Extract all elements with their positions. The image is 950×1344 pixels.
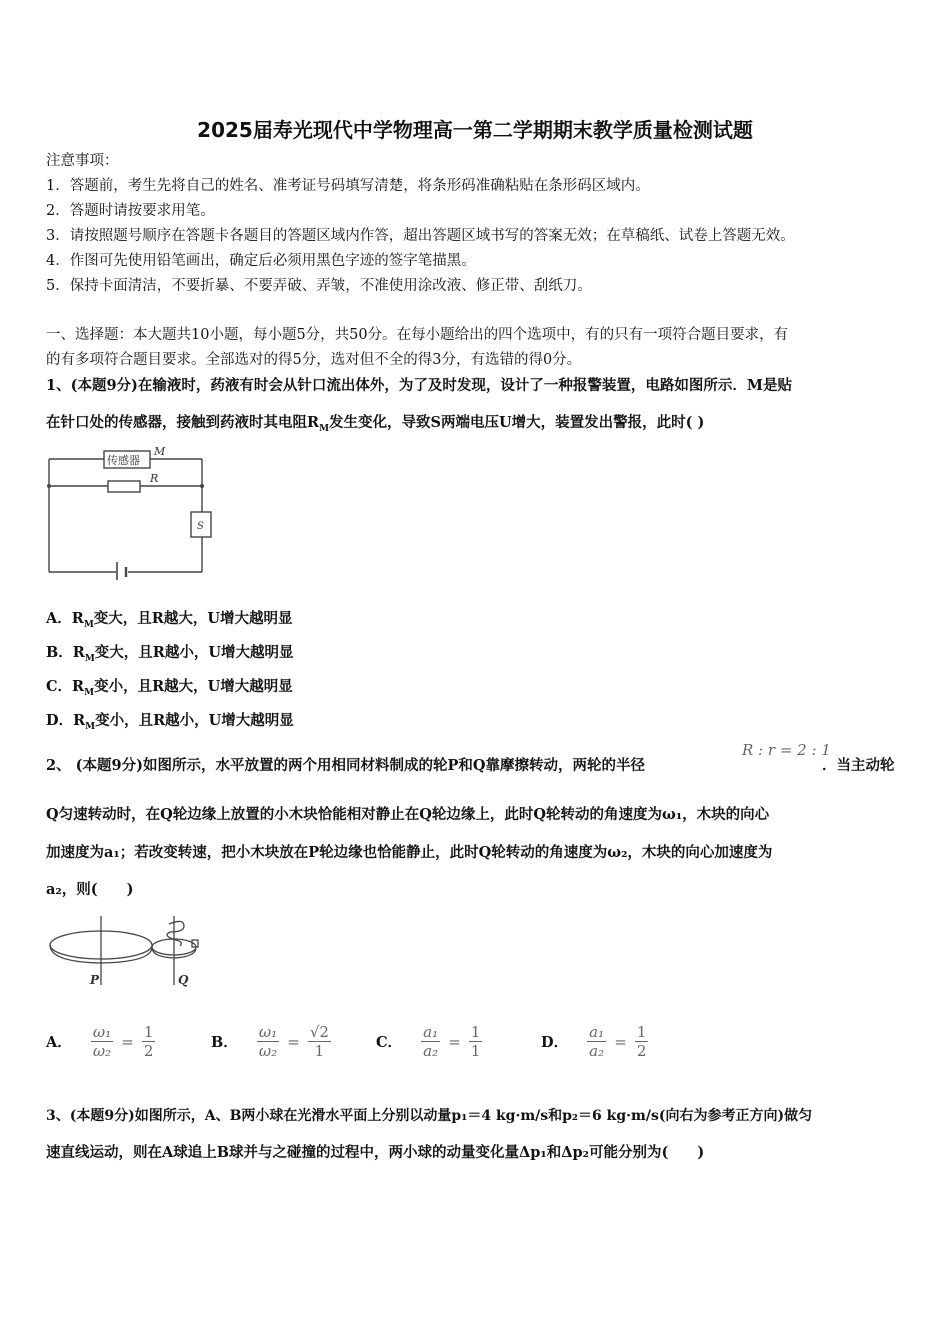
question-1-stem: 1、(本题9分)在输液时，药液有时会从针口流出体外，为了及时发现，设计了一种报警装置，电路如图所示．M是贴: [46, 377, 792, 394]
denominator: 1: [470, 1042, 481, 1060]
option-b[interactable]: [211, 1023, 331, 1060]
section-intro: 的有多项符合题目要求。全部选对的得5分，选对但不全的得3分，有选错的得0分。: [46, 352, 582, 368]
numerator: ω₁: [92, 1023, 112, 1041]
question-2-stem: ．当主动轮: [822, 757, 895, 774]
r-label: R: [150, 472, 159, 485]
ratio-formula: R : r = 2 : 1: [742, 741, 831, 759]
numerator: 1: [470, 1023, 481, 1041]
option-r: R: [72, 644, 85, 661]
equals-sign: =: [448, 1032, 461, 1051]
option-d[interactable]: [46, 709, 294, 732]
denominator: 2: [636, 1042, 647, 1060]
notice-item: 1．答题前，考生先将自己的姓名、准考证号码填写清楚，将条形码准确粘贴在条形码区域内。: [46, 178, 650, 194]
question-2-stem: Q匀速转动时，在Q轮边缘上放置的小木块恰能相对静止在Q轮边缘上，此时Q轮转动的角速度为ω₁，木块的向心: [46, 806, 770, 823]
p-label: P: [90, 973, 100, 987]
question-2-stem: a₂，则( ): [46, 881, 134, 898]
option-letter: A．: [46, 610, 72, 627]
option-sub: M: [84, 687, 95, 698]
notice-item: 2．答题时请按要求用笔。: [46, 203, 215, 219]
option-c[interactable]: [46, 675, 293, 698]
question-2-stem: 2、 (本题9分)如图所示，水平放置的两个用相同材料制成的轮P和Q靠摩擦转动，两轮的半径: [46, 757, 645, 774]
fraction-rhs: [469, 1023, 483, 1060]
option-d[interactable]: [541, 1023, 648, 1060]
denominator: ω₂: [92, 1042, 112, 1060]
q-label: Q: [178, 973, 189, 987]
question-3-stem: 3、(本题9分)如图所示，A、B两小球在光滑水平面上分别以动量p₁＝4 kg·m/s和p₂＝6 kg·m/s(向右为参考正方向)做匀: [46, 1108, 813, 1124]
option-a[interactable]: [46, 607, 293, 630]
circuit-diagram: [44, 444, 219, 580]
notice-item: 4．作图可先使用铅笔画出，确定后必须用黑色字迹的签字笔描黑。: [46, 253, 476, 269]
option-sub: M: [85, 721, 96, 732]
denominator: 2: [143, 1042, 154, 1060]
fraction-lhs: [587, 1023, 606, 1060]
option-a[interactable]: [46, 1023, 155, 1060]
option-text: 变大，且R越大，U增大越明显: [93, 610, 293, 627]
numerator: a₁: [423, 1023, 439, 1041]
option-text: 变小，且R越小，U增大越明显: [95, 712, 294, 729]
option-letter: A．: [46, 1034, 72, 1051]
denominator: 1: [314, 1042, 325, 1060]
m-label: M: [154, 445, 166, 458]
option-r: R: [71, 610, 84, 627]
denominator: a₂: [423, 1042, 439, 1060]
option-letter: B．: [211, 1034, 238, 1051]
notice-heading: 注意事项：: [46, 153, 119, 169]
equals-sign: =: [121, 1032, 134, 1051]
numerator: 1: [636, 1023, 647, 1041]
sensor-label: 传感器: [107, 454, 140, 467]
option-letter: B．: [46, 644, 73, 661]
option-letter: D．: [46, 712, 74, 729]
option-text: 变小，且R越大，U增大越明显: [94, 678, 293, 695]
q1-text: 发生变化，导致S两端电压U增大，装置发出警报，此时( ): [329, 414, 705, 431]
q1-text: 在针口处的传感器，接触到药液时其电阻R: [46, 414, 320, 431]
option-letter: D．: [541, 1034, 569, 1051]
wheels-diagram: [44, 910, 209, 990]
option-sub: M: [83, 619, 94, 630]
option-sub: M: [84, 653, 95, 664]
section-intro: 一、选择题：本大题共10小题，每小题5分，共50分。在每小题给出的四个选项中，有的只有一项符合题目要求，有: [46, 327, 789, 343]
option-c[interactable]: [376, 1023, 482, 1060]
option-letter: C．: [376, 1034, 403, 1051]
notice-item: 3．请按照题号顺序在答题卡各题目的答题区域内作答，超出答题区域书写的答案无效；在草稿纸、试卷上答题无效。: [46, 228, 795, 244]
fraction-rhs: [142, 1023, 156, 1060]
option-r: R: [73, 712, 86, 729]
fraction-lhs: [421, 1023, 440, 1060]
equals-sign: =: [287, 1032, 300, 1051]
fraction-rhs: [635, 1023, 649, 1060]
notice-item: 5．保持卡面清洁，不要折暴、不要弄破、弄皱，不准使用涂改液、修正带、刮纸刀。: [46, 278, 592, 294]
s-label: S: [197, 521, 204, 532]
fraction-rhs: [308, 1023, 331, 1060]
numerator: ω₁: [258, 1023, 278, 1041]
q1-sub: M: [319, 423, 330, 434]
numerator: √2: [309, 1023, 329, 1041]
equals-sign: =: [614, 1032, 627, 1051]
denominator: ω₂: [258, 1042, 278, 1060]
option-r: R: [72, 678, 85, 695]
numerator: a₁: [589, 1023, 605, 1041]
question-2-stem: 加速度为a₁；若改变转速，把小木块放在P轮边缘也恰能静止，此时Q轮转动的角速度为ω₂，木块的向心加速度为: [46, 844, 773, 861]
denominator: a₂: [589, 1042, 605, 1060]
fraction-lhs: [91, 1023, 113, 1060]
question-3-stem: 速直线运动，则在A球追上B球并与之碰撞的过程中，两小球的动量变化量Δp₁和Δp₂可能分别为( ): [46, 1144, 705, 1161]
numerator: 1: [143, 1023, 154, 1041]
option-text: 变大，且R越小，U增大越明显: [94, 644, 294, 661]
question-1-stem: [46, 413, 704, 439]
option-letter: C．: [46, 678, 73, 695]
fraction-lhs: [257, 1023, 279, 1060]
page-title: 2025届寿光现代中学物理高一第二学期期末教学质量检测试题: [197, 118, 753, 142]
option-b[interactable]: [46, 641, 294, 664]
